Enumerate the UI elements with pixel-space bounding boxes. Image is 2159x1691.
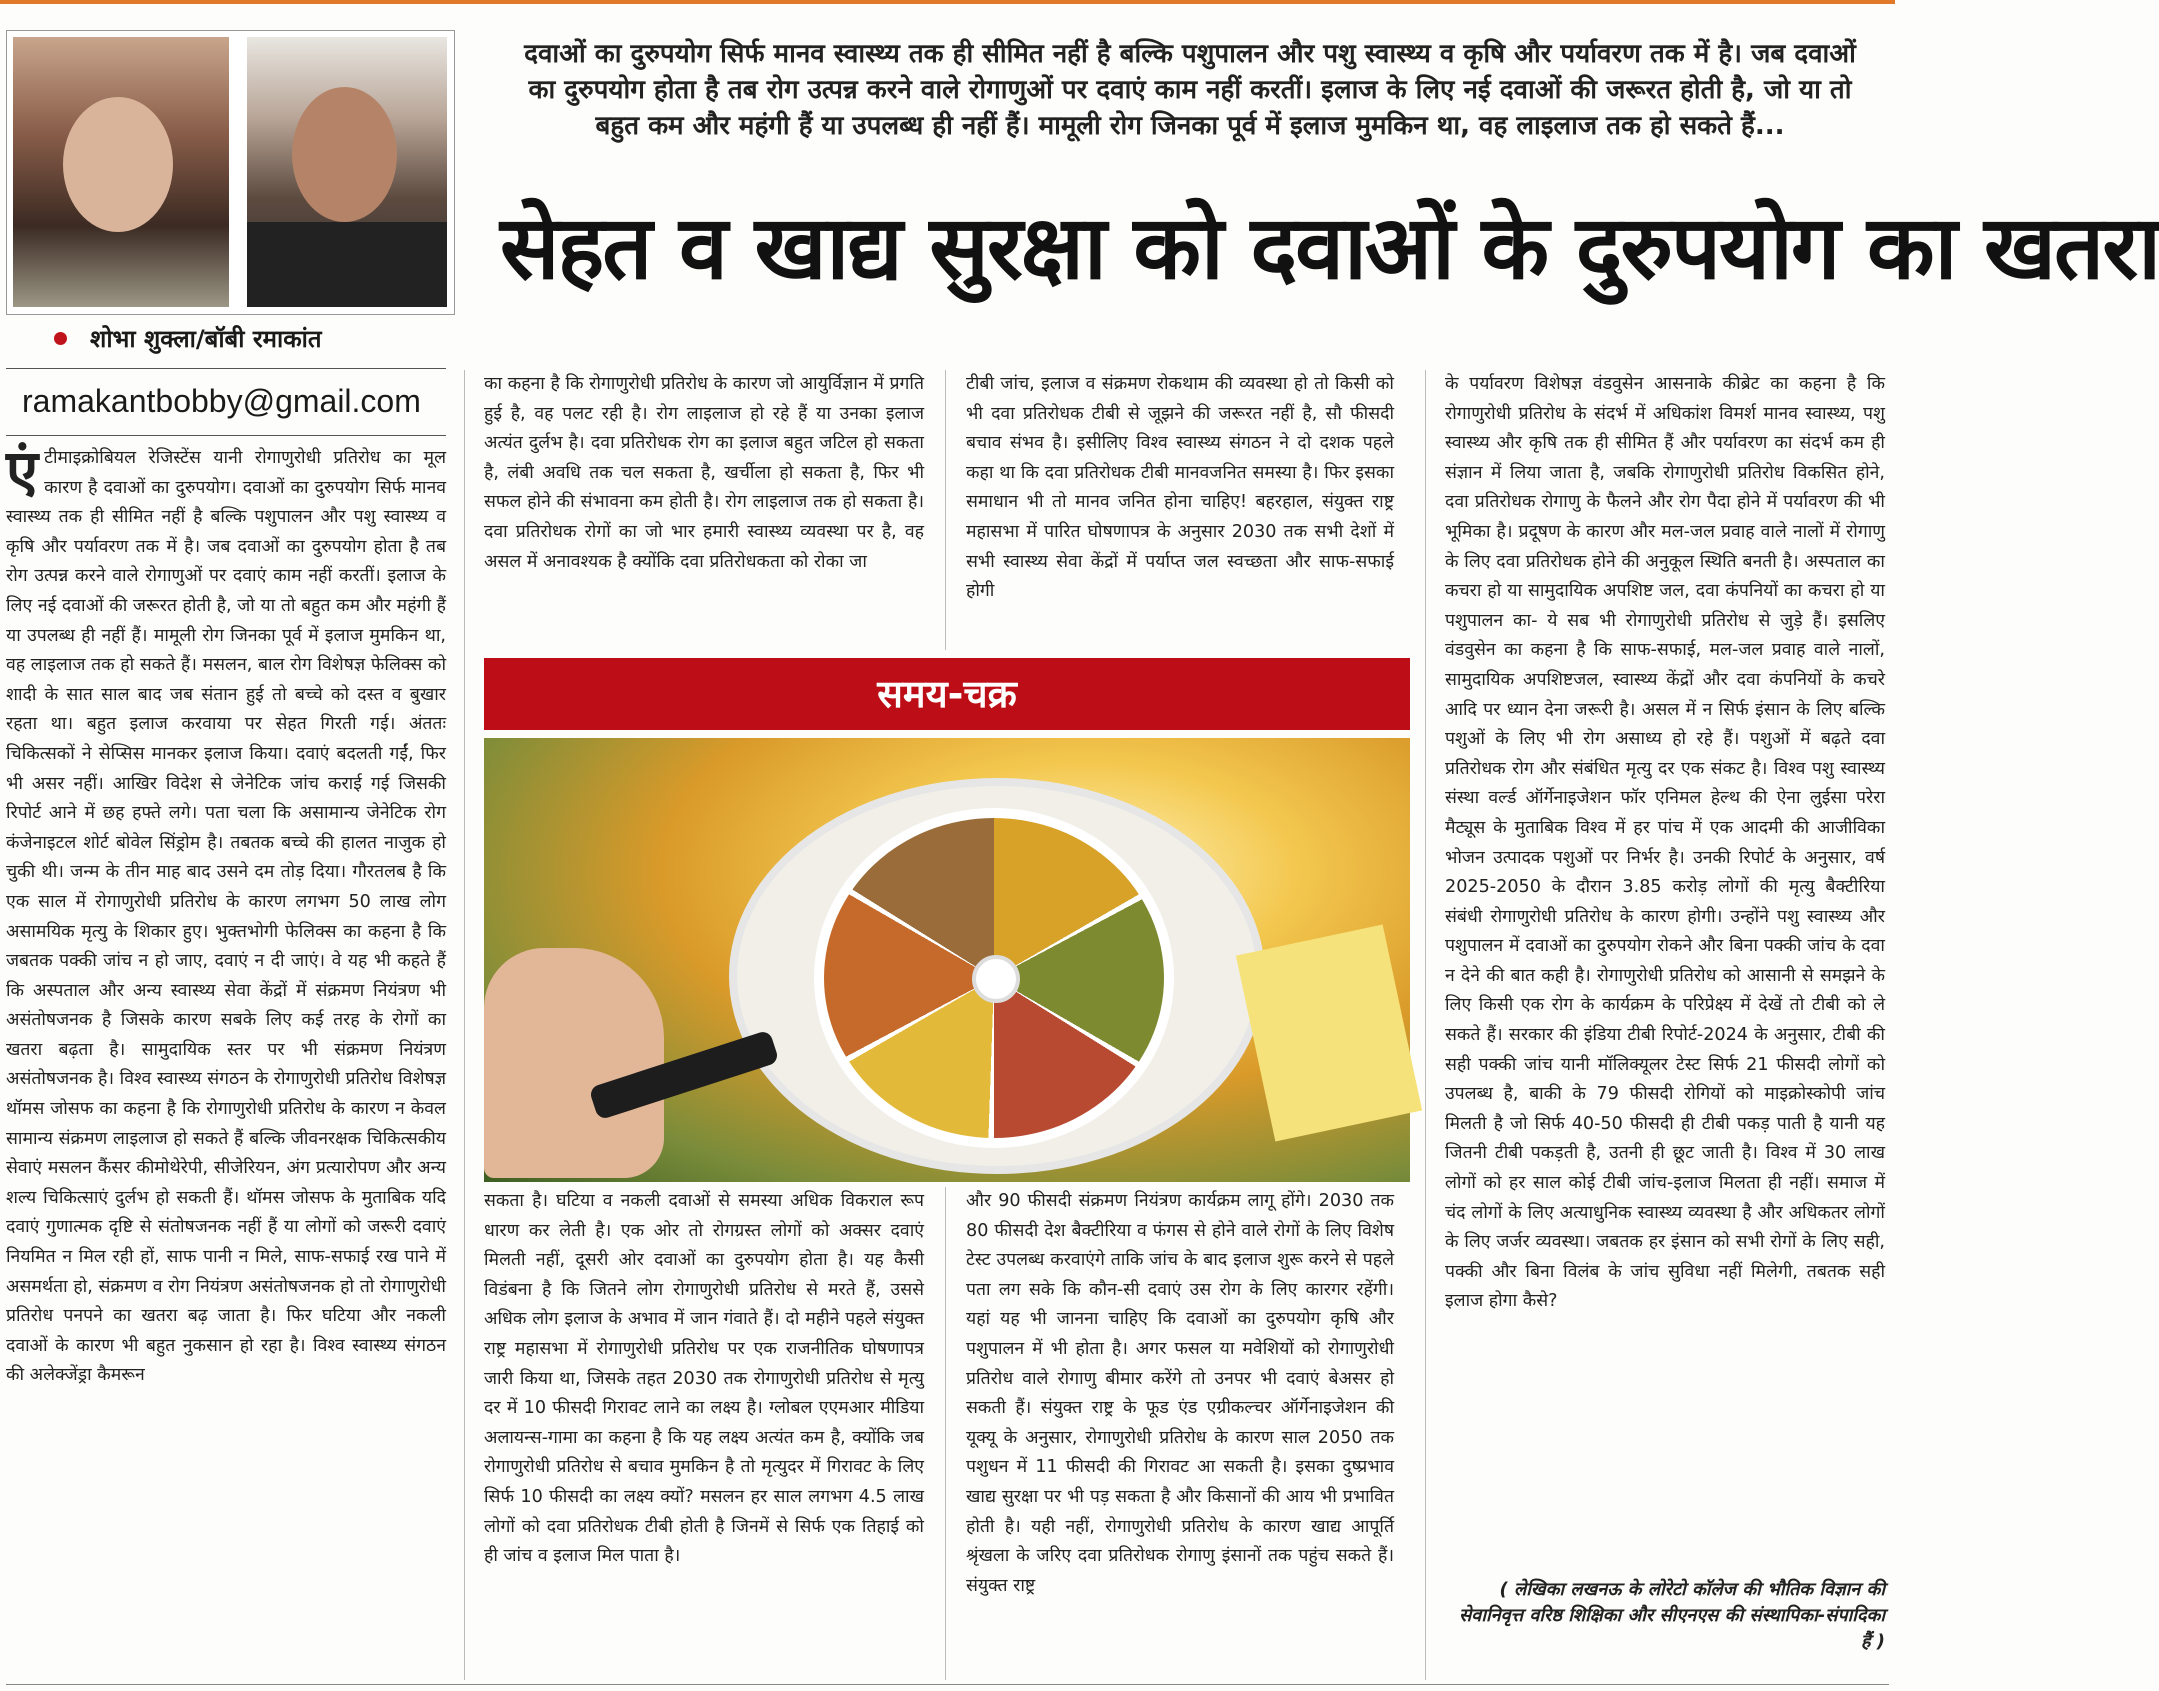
- illustration: [484, 738, 1410, 1182]
- author-photo-shobha: [13, 37, 229, 307]
- author-photos: [6, 30, 455, 315]
- column-banner: समय-चक्र: [484, 658, 1410, 730]
- author-face: [292, 87, 397, 222]
- article-column-2-bottom: सकता है। घटिया व नकली दवाओं से समस्या अधिक विकराल रूप धारण कर लेती है। एक ओर तो रोगग्रस्त लोगों को अक्सर दवाएं मिलती नहीं, दूसरी ओर दवाओं का दुरुपयोग होता है। यह कैसी विडंबना है कि जितने लोग रोगाणुरोधी प्रतिरोध से मरते हैं, उससे अधिक लोग इलाज के अभाव में जान गंवाते हैं। दो महीने पहले संयुक्त राष्ट्र महासभा में रोगाणुरोधी प्रतिरोध पर एक राजनीतिक घोषणापत्र जारी किया था, जिसके तहत 2030 तक रोगाणुरोधी प्रतिरोध से मृत्यु दर में 10 फीसदी गिरावट लाने का लक्ष्य है। ग्लोबल एएमआर मीडिया अलायन्स-गामा का कहना है कि यह लक्ष्य अत्यंत कम है, क्योंकि जब रोगाणुरोधी प्रतिरोध से बचाव मुमकिन है तो मृत्युदर में गिरावट के लिए सिर्फ 10 फीसदी का लक्ष्य क्यों? मसलन हर साल लगभग 4.5 लाख लोगों को दवा प्रतिरोधक टीबी होती है जिनमें से सिर्फ एक तिहाई को ही जांच व इलाज मिल पाता है।: [484, 1191, 924, 1567]
- article-column-3-bottom: और 90 फीसदी संक्रमण नियंत्रण कार्यक्रम लागू होंगे। 2030 तक 80 फीसदी देश बैक्टीरिया व फंगस से होने वाले रोगों के लिए विशेष टेस्ट उपलब्ध करवाएंगे ताकि जांच के बाद इलाज शुरू करने से पहले पता लग सके कि कौन-सी दवाएं उस रोग के लिए कारगर रहेंगी। यहां यह भी जानना चाहिए कि दवाओं का दुरुपयोग कृषि और पशुपालन में भी होता है। अगर फसल या मवेशियों को रोगाणुरोधी प्रतिरोध वाले रोगाणु बीमार करेंगे तो उनपर भी दवाएं बेअसर हो सकती हैं। संयुक्त राष्ट्र के फूड एंड एग्रीकल्चर ऑर्गेनाइजेशन की यूक्यू के अनुसार, रोगाणुरोधी प्रतिरोध के कारण साल 2050 तक पशुधन में 11 फीसदी की गिरावट आ सकती है। इसका दुष्प्रभाव खाद्य सुरक्षा पर भी पड़ सकता है और किसानों की आय भी प्रभावित होती है। यही नहीं, रोगाणुरोधी प्रतिरोध के कारण खाद्य आपूर्ति श्रृंखला के जरिए दवा प्रतिरोधक रोगाणु इंसानों तक पहुंच सकते हैं। संयुक्त राष्ट्र: [966, 1191, 1394, 1596]
- bottom-rule: [6, 1684, 1889, 1685]
- article-column-1: [6, 437, 446, 1391]
- author-photo-bobby: [247, 37, 447, 307]
- column-rule: [464, 370, 465, 1680]
- hand: [484, 948, 664, 1178]
- column-rule: [945, 1187, 946, 1680]
- wheel-hub: [972, 955, 1020, 1003]
- author-byline: शोभा शुक्ला/बॉबी रमाकांत: [90, 325, 322, 353]
- top-accent-bar: [0, 0, 1895, 4]
- bullet-icon: [54, 332, 67, 345]
- column-rule: [1425, 370, 1426, 1680]
- divider: [6, 368, 446, 369]
- paper-note: [1236, 924, 1422, 1141]
- article-column-4: के पर्यावरण विशेषज्ञ वंडवुसेन आसनाके कीब्रेट का कहना है कि रोगाणुरोधी प्रतिरोध के संदर्भ में अधिकांश विमर्श मानव स्वास्थ्य, पशु स्वास्थ्य और कृषि तक ही सीमित हैं और पर्यावरण का संदर्भ कम ही संज्ञान में लिया जाता है, जबकि रोगाणुरोधी प्रतिरोध विकसित होने, दवा प्रतिरोधक रोगाणु के फैलने और रोग पैदा होने में पर्यावरण की भी भूमिका है। प्रदूषण के कारण और मल-जल प्रवाह वाले नालों में रोगाणु के लिए दवा प्रतिरोधक होने की अनुकूल स्थिति बनती है। अस्पताल का कचरा हो या सामुदायिक अपशिष्ट जल, दवा कंपनियों का कचरा हो या पशुपालन का- ये सब भी रोगाणुरोधी प्रतिरोध से जुड़े हैं। इसलिए वंडवुसेन का कहना है कि साफ-सफाई, मल-जल प्रवाह वाले नालों, सामुदायिक अपशिष्टजल, स्वास्थ्य केंद्रों और दवा कंपनियों के कचरे आदि पर ध्यान देना जरूरी है। असल में न सिर्फ इंसान के लिए बल्कि पशुओं के लिए भी रोग असाध्य हो रहे हैं। पशुओं में बढ़ते दवा प्रतिरोधक रोग और संबंधित मृत्यु दर एक संकट है। विश्व पशु स्वास्थ्य संस्था वर्ल्ड ऑर्गेनाइजेशन फॉर एनिमल हेल्थ की ऐना लुईसा परेरा मैट्यूस के मुताबिक विश्व में हर पांच में एक आदमी की आजीविका भोजन उत्पादक पशुओं पर निर्भर है। उनकी रिपोर्ट के अनुसार, वर्ष 2025-2050 के दौरान 3.85 करोड़ लोगों की मृत्यु बैक्टीरिया संबंधी रोगाणुरोधी प्रतिरोध के कारण होगी। उन्होंने पशु स्वास्थ्य और पशुपालन में दवाओं का दुरुपयोग रोकने और बिना पक्की जांच के दवा न देने की बात कही है। रोगाणुरोधी प्रतिरोध को आसानी से समझने के लिए किसी एक रोग के कार्यक्रम के परिप्रेक्ष्य में देखें तो टीबी को ले सकते हैं। सरकार की इंडिया टीबी रिपोर्ट-2024 के अनुसार, टीबी की सही पक्की जांच यानी मॉलिक्यूलर टेस्ट सिर्फ 21 फीसदी लोगों को उपलब्ध है, बाकी के 79 फीसदी रोगियों को माइक्रोस्कोपी जांच मिलती है जो सिर्फ 40-50 फीसदी ही टीबी पकड़ पाती है यानी यह जितनी टीबी पकड़ती है, उतनी ही छूट जाती है। विश्व में 30 लाख लोगों को हर साल कोई टीबी जांच-इलाज मिलता ही नहीं। समाज में चंद लोगों के लिए अत्याधुनिक स्वास्थ्य व्यवस्था है और अधिकतर लोगों के लिए जर्जर व्यवस्था। जबतक हर इंसान को सभी रोगों के लिए सही, पक्की और बिना विलंब के जांच सुविधा नहीं मिलेगी, तबतक सही इलाज होगा कैसे?: [1445, 374, 1885, 1312]
- divider: [6, 435, 446, 436]
- article-headline: सेहत व खाद्य सुरक्षा को दवाओं के दुरुपयोग का खतरा: [500, 196, 2159, 299]
- author-face: [63, 97, 173, 232]
- author-footnote: ( लेखिका लखनऊ के लोरेटो कॉलेज की भौतिक विज्ञान की सेवानिवृत्त वरिष्ठ शिक्षिका और सीएनएस की संस्थापिका-संपादिका हैं ): [1459, 1579, 1885, 1652]
- column-rule: [945, 370, 946, 650]
- author-email[interactable]: ramakantbobby@gmail.com: [22, 383, 421, 419]
- article-intro: दवाओं का दुरुपयोग सिर्फ मानव स्वास्थ्य तक ही सीमित नहीं है बल्कि पशुपालन और पशु स्वास्थ्य व कृषि और पर्यावरण तक में है। जब दवाओं का दुरुपयोग होता है तब रोग उत्पन्न करने वाले रोगाणुओं पर दवाएं काम नहीं करतीं। इलाज के लिए नई दवाओं की जरूरत होती है, जो या तो बहुत कम और महंगी हैं या उपलब्ध ही नहीं हैं। मामूली रोग जिनका पूर्व में इलाज मुमकिन था, वह लाइलाज तक हो सकते हैं...: [524, 39, 1856, 141]
- article-column-3-top: टीबी जांच, इलाज व संक्रमण रोकथाम की व्यवस्था हो तो किसी को भी दवा प्रतिरोधक टीबी से जूझने की जरूरत नहीं है, सौ फीसदी बचाव संभव है। इसीलिए विश्व स्वास्थ्य संगठन ने दो दशक पहले कहा था कि दवा प्रतिरोधक टीबी मानवजनित समस्या है। फिर इसका समाधान भी तो मानव जनित होना चाहिए! बहरहाल, संयुक्त राष्ट्र महासभा में पारित घोषणापत्र के अनुसार 2030 तक सभी देशों में सभी स्वास्थ्य सेवा केंद्रों में पर्याप्त जल स्वच्छता और साफ-सफाई होगी: [966, 374, 1394, 602]
- article-column-2-top: का कहना है कि रोगाणुरोधी प्रतिरोध के कारण जो आयुर्विज्ञान में प्रगति हुई है, वह पलट रही है। रोग लाइलाज हो रहे हैं या उनका इलाज अत्यंत दुर्लभ है। दवा प्रतिरोधक रोग का इलाज बहुत जटिल हो सकता है, लंबी अवधि तक चल सकता है, खर्चीला हो सकता है, फिर भी सफल होने की संभावना कम होती है। रोग लाइलाज तक हो सकता है। दवा प्रतिरोधक रोगों का जो भार हमारी स्वास्थ्य व्यवस्था पर है, वह असल में अनावश्यक है क्योंकि दवा प्रतिरोधकता को रोका जा: [484, 374, 924, 572]
- column-1-text: टीमाइक्रोबियल रेजिस्टेंस यानी रोगाणुरोधी प्रतिरोध का मूल कारण है दवाओं का दुरुपयोग। दवाओं का दुरुपयोग सिर्फ मानव स्वास्थ्य तक ही सीमित नहीं है बल्कि पशुपालन और पशु स्वास्थ्य व कृषि और पर्यावरण तक में है। जब दवाओं का दुरुपयोग होता है तब रोग उत्पन्न करने वाले रोगाणुओं पर दवाएं काम नहीं करतीं। इलाज के लिए नई दवाओं की जरूरत होती है, जो या तो बहुत कम और महंगी हैं या उपलब्ध ही नहीं हैं। मामूली रोग जिनका पूर्व में इलाज मुमकिन था, वह लाइलाज तक हो सकते हैं। मसलन, बाल रोग विशेषज्ञ फेलिक्स को शादी के सात साल बाद जब संतान हुई तो बच्चे को दस्त व बुखार रहता था। बहुत इलाज करवाया पर सेहत गिरती गई। अंततः चिकित्सकों ने सेप्सिस मानकर इलाज किया। दवाएं बदलती गईं, फिर भी असर नहीं। आखिर विदेश से जेनेटिक जांच कराई गई जिसकी रिपोर्ट आने में छह हफ्ते लगे। पता चला कि असामान्य जेनेटिक रोग कंजेनाइटल शोर्ट बोवेल सिंड्रोम है। तबतक बच्चे की हालत नाजुक हो चुकी थी। जन्म के तीन माह बाद उसने दम तोड़ दिया। गौरतलब है कि एक साल में रोगाणुरोधी प्रतिरोध के कारण लगभग 50 लाख लोग असामयिक मृत्यु के शिकार हुए। भुक्तभोगी फेलिक्स का कहना है कि जबतक पक्की जांच न हो जाए, दवाएं न दी जाएं। वे यह भी कहते हैं कि अस्पताल और अन्य स्वास्थ्य सेवा केंद्रों में संक्रमण नियंत्रण भी असंतोषजनक है जिसके कारण सबके लिए कई तरह के रोगों का खतरा बढ़ता है। सामुदायिक स्तर पर भी संक्रमण नियंत्रण असंतोषजनक है। विश्व स्वास्थ्य संगठन के रोगाणुरोधी प्रतिरोध विशेषज्ञ थॉमस जोसफ का कहना है कि रोगाणुरोधी प्रतिरोध के कारण न केवल सामान्य संक्रमण लाइलाज हो सकते हैं बल्कि जीवनरक्षक चिकित्सकीय सेवाएं मसलन कैंसर कीमोथेरेपी, सीजेरियन, अंग प्रत्यारोपण और अन्य शल्य चिकित्साएं दुर्लभ हो सकती हैं। थॉमस जोसफ के मुताबिक यदि दवाएं गुणात्मक दृष्टि से संतोषजनक नहीं हैं या लोगों को जरूरी दवाएं नियमित न मिल रही हों, साफ पानी न मिले, साफ-सफाई रख पाने में असमर्थता हो, संक्रमण व रोग नियंत्रण असंतोषजनक हो तो रोगाणुरोधी प्रतिरोध पनपने का खतरा बढ़ जाता है। फिर घटिया और नकली दवाओं के कारण भी बहुत नुकसान हो रहा है। विश्व स्वास्थ्य संगठन की अलेक्जेंड्रा कैमरून: [6, 448, 446, 1386]
- drop-cap: एं: [6, 437, 39, 505]
- author-shirt: [247, 222, 447, 307]
